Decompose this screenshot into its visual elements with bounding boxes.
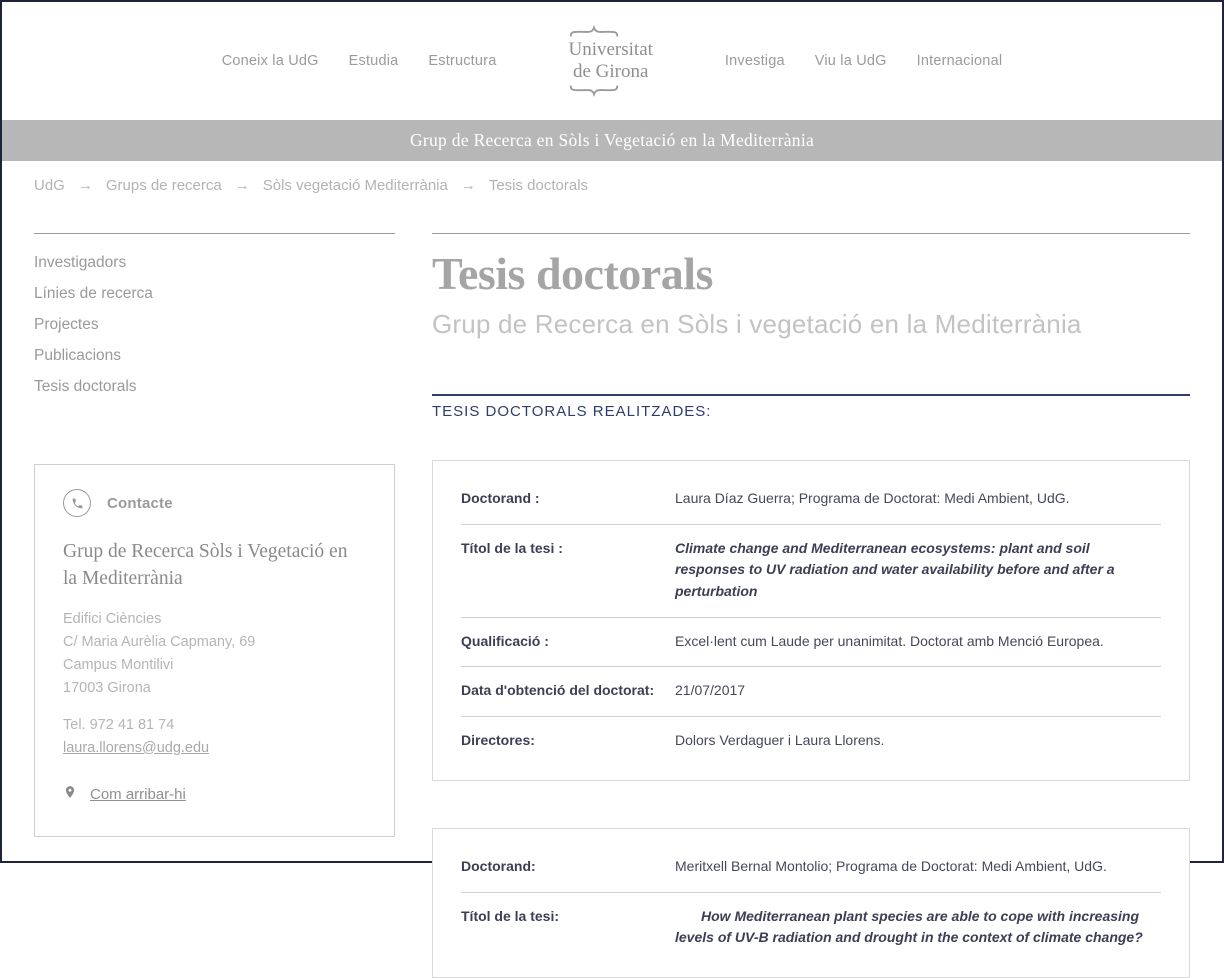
contact-phone-email — [63, 714, 366, 760]
thesis-field-row — [461, 717, 1161, 766]
content — [2, 210, 1222, 978]
site-header — [2, 2, 1222, 120]
main-content — [432, 210, 1190, 978]
thesis-card — [432, 828, 1190, 978]
breadcrumb-item-grups-de-recerca[interactable]: Grups de recerca — [105, 177, 222, 194]
contact-header — [63, 489, 366, 517]
nav-item-viu-la-udg[interactable]: Viu la UdG — [814, 53, 887, 69]
section-heading: TESIS DOCTORALS REALITZADES: — [432, 403, 712, 420]
sidebar-item-projectes[interactable]: Projectes — [34, 315, 99, 333]
thesis-field-row — [461, 893, 1161, 963]
breadcrumb-item-sols-vegetacio[interactable]: Sòls vegetació Mediterrània — [262, 177, 448, 194]
page-subtitle: Grup de Recerca en Sòls i vegetació en la Mediterrània — [432, 309, 1082, 339]
field-label: Data d'obtenció del doctorat: — [461, 682, 655, 699]
logo-text-line2: de Girona — [572, 61, 649, 82]
thesis-field-row — [461, 843, 1161, 893]
contact-email-link[interactable]: laura.llorens@udg.edu — [63, 739, 210, 756]
breadcrumb-item-tesis-doctorals[interactable]: Tesis doctorals — [488, 177, 589, 194]
address-line: Campus Montilivi — [63, 656, 174, 673]
breadcrumb — [2, 161, 1222, 210]
address-line: C/ Maria Aurèlia Capmany, 69 — [63, 633, 256, 650]
sidebar-divider — [34, 233, 395, 234]
thesis-field-row — [461, 525, 1161, 618]
directions-link[interactable]: Com arribar-hi — [90, 785, 186, 803]
field-label: Qualificació : — [461, 632, 549, 649]
logo-text-line1: Universitat — [568, 38, 653, 60]
field-value: Meritxell Bernal Montolio; Programa de Doctorat: Medi Ambient, UdG. — [675, 857, 1107, 874]
page-title: Tesis doctorals — [432, 248, 713, 299]
thesis-field-row — [461, 667, 1161, 717]
udg-logo[interactable] — [568, 23, 652, 100]
field-label: Directores: — [461, 732, 535, 749]
logo-brace-top-icon — [568, 25, 652, 37]
address-line: Edifici Ciències — [63, 610, 162, 627]
address-line: 17003 Girona — [63, 679, 151, 696]
contact-address — [63, 608, 366, 700]
field-value: 21/07/2017 — [675, 682, 746, 699]
group-banner — [2, 120, 1222, 161]
sidebar-item-tesis-doctorals[interactable]: Tesis doctorals — [34, 377, 137, 395]
nav-item-estudia[interactable]: Estudia — [348, 53, 399, 69]
contact-phone: Tel. 972 41 81 74 — [63, 716, 175, 733]
sidebar-item-linies-de-recerca[interactable]: Línies de recerca — [34, 284, 153, 302]
field-label: Títol de la tesi : — [461, 539, 563, 556]
contact-heading: Contacte — [107, 494, 173, 512]
thesis-card — [432, 460, 1190, 781]
breadcrumb-arrow-icon: → — [460, 177, 476, 194]
main-top-divider — [432, 233, 1190, 234]
contact-box — [34, 464, 395, 837]
breadcrumb-arrow-icon: → — [234, 177, 250, 194]
sidebar-item-publicacions[interactable]: Publicacions — [34, 346, 122, 364]
sidebar-item-investigadors[interactable]: Investigadors — [34, 253, 127, 271]
field-value: How Mediterranean plant species are able to cope with increasing levels of UV-B radiation and drought in the context of climate change? — [675, 907, 1143, 946]
phone-icon — [63, 489, 91, 517]
group-banner-title: Grup de Recerca en Sòls i Vegetació en la Mediterrània — [409, 130, 815, 150]
field-value: Laura Díaz Guerra; Programa de Doctorat: Medi Ambient, UdG. — [675, 490, 1070, 506]
section-divider — [432, 394, 1190, 396]
nav-item-investiga[interactable]: Investiga — [724, 53, 785, 69]
directions-row — [63, 783, 366, 806]
sidebar — [34, 210, 395, 837]
field-value: Excel·lent cum Laude per unanimitat. Doctorat amb Menció Europea. — [675, 632, 1104, 649]
nav-item-internacional[interactable]: Internacional — [916, 53, 1003, 69]
logo-brace-bottom-icon — [568, 85, 652, 97]
field-label: Títol de la tesi: — [461, 907, 560, 924]
field-label: Doctorand: — [461, 857, 536, 874]
thesis-field-row — [461, 618, 1161, 668]
field-value: Dolors Verdaguer i Laura Llorens. — [675, 732, 885, 749]
contact-group-name: Grup de Recerca Sòls i Vegetació en la Mediterrània — [63, 541, 348, 589]
field-label: Doctorand : — [461, 490, 540, 506]
nav-item-estructura[interactable]: Estructura — [428, 53, 497, 69]
field-value: Climate change and Mediterranean ecosystems: plant and soil responses to UV radiation and water availability before and after a perturbation — [675, 539, 1115, 600]
nav-item-coneix-la-udg[interactable]: Coneix la UdG — [221, 53, 319, 69]
breadcrumb-item-udg[interactable]: UdG — [34, 177, 65, 194]
pin-icon — [63, 783, 77, 806]
main-nav — [222, 23, 1003, 100]
breadcrumb-arrow-icon: → — [77, 177, 93, 194]
thesis-field-row — [461, 475, 1161, 525]
sidebar-menu — [34, 247, 395, 402]
